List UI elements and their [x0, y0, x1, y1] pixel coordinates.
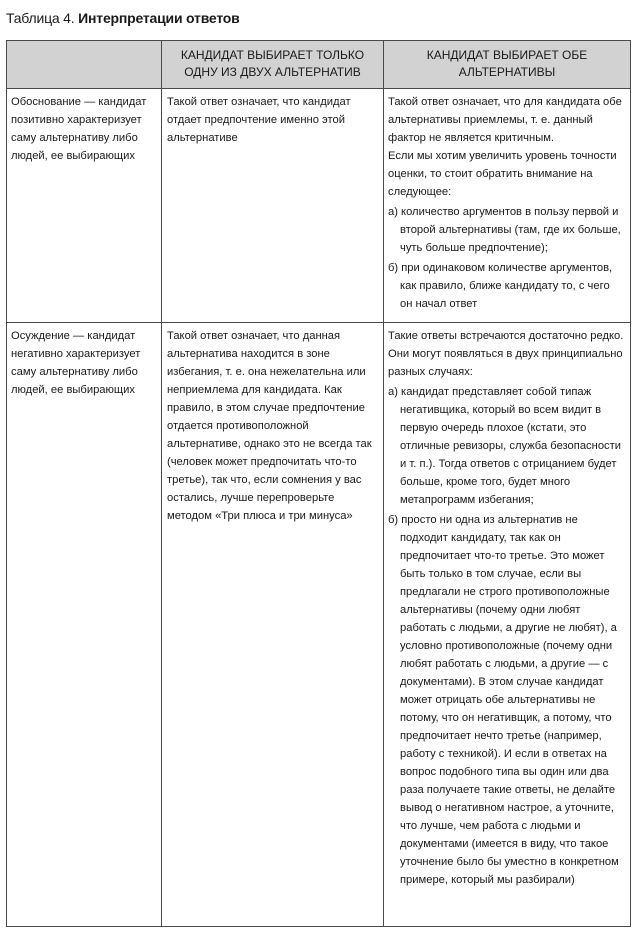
- cell-both-condemnation: [384, 323, 631, 927]
- caption-label: Таблица 4.: [6, 10, 75, 26]
- cell-intro: Такой ответ означает, что для кандидата обе альтернативы приемлемы, т. е. данный фактор не является критичным.: [388, 96, 622, 144]
- list-item: б) просто ни одна из альтернатив не подходит кандидату, так как он предпочитает что-то третье. Это может быть только в том случае, если вы предлагали не строго противоположные альтернативы (почему одни любят работать с людьми, а другие не любят), а условно противоположные (почему одни любят работать с людьми, а другие — с документами). В этом случае кандидат может отрицать обе альтернативы не потому, что он негативщик, а потому, что предпочитает нечто третье (например, работу с техникой). И если в ответах на вопрос подобного типа вы один или два раза получаете такие ответы, не делайте вывод о негативном настрое, а уточните, что лучше, чем работа с людьми и документами (имеется в виду, что такое уточнение было бы уместно в конкретном примере, который мы разбирали): [388, 514, 619, 886]
- list-item: а) кандидат представляет собой типаж негативщика, который во всем видит в первую очередь плохое (кстати, это отличные ревизоры, служба безопасности и т. п.). Тогда ответов с отрицанием будет больше, кроме того, будет много метапрограмм избегания;: [388, 386, 622, 506]
- interpretation-table: [6, 40, 631, 927]
- list-item: а) количество аргументов в пользу первой и второй альтернативы (там, где их больше, чуть больше предпочтение);: [388, 206, 621, 254]
- cell-one-condemnation: Такой ответ означает, что данная альтернатива находится в зоне избегания, т. е. она нежелательна или неприемлема для кандидата. Как правило, в этом случае предпочтение отдается противоположной альтернативе, однако это не всегда так (человек может предпочитать что-то третье), так что, если сомнения у вас остались, лучше перепроверьте методом «Три плюса и три минуса»: [162, 323, 384, 927]
- cell-both-justification: [384, 89, 631, 323]
- table-row: [7, 89, 631, 323]
- cell-intro: Такие ответы встречаются достаточно редко. Они могут появляться в двух принципиально разных случаях:: [388, 330, 624, 378]
- row-label-condemnation: Осуждение — кандидат негативно характеризует саму альтернативу либо людей, ее выбирающих: [7, 323, 162, 927]
- header-both-alternatives: КАНДИДАТ ВЫБИРАЕТ ОБЕ АЛЬТЕРНАТИВЫ: [384, 41, 631, 89]
- cell-one-justification: Такой ответ означает, что кандидат отдает предпочтение именно этой альтернативе: [162, 89, 384, 323]
- table-caption: [6, 10, 240, 26]
- table-row: [7, 323, 631, 927]
- header-one-alternative: КАНДИДАТ ВЫБИРАЕТ ТОЛЬКО ОДНУ ИЗ ДВУХ АЛЬТЕРНАТИВ: [162, 41, 384, 89]
- row-label-justification: Обоснование — кандидат позитивно характеризует саму альтернативу либо людей, ее выбирающих: [7, 89, 162, 323]
- header-empty: [7, 41, 162, 89]
- list-item: б) при одинаковом количестве аргументов, как правило, ближе кандидату то, с чего он начал ответ: [388, 262, 613, 310]
- header-row: [7, 41, 631, 89]
- cell-lead: Если мы хотим увеличить уровень точности оценки, то стоит обратить внимание на следующее:: [388, 150, 617, 198]
- caption-title: Интерпретации ответов: [78, 10, 240, 26]
